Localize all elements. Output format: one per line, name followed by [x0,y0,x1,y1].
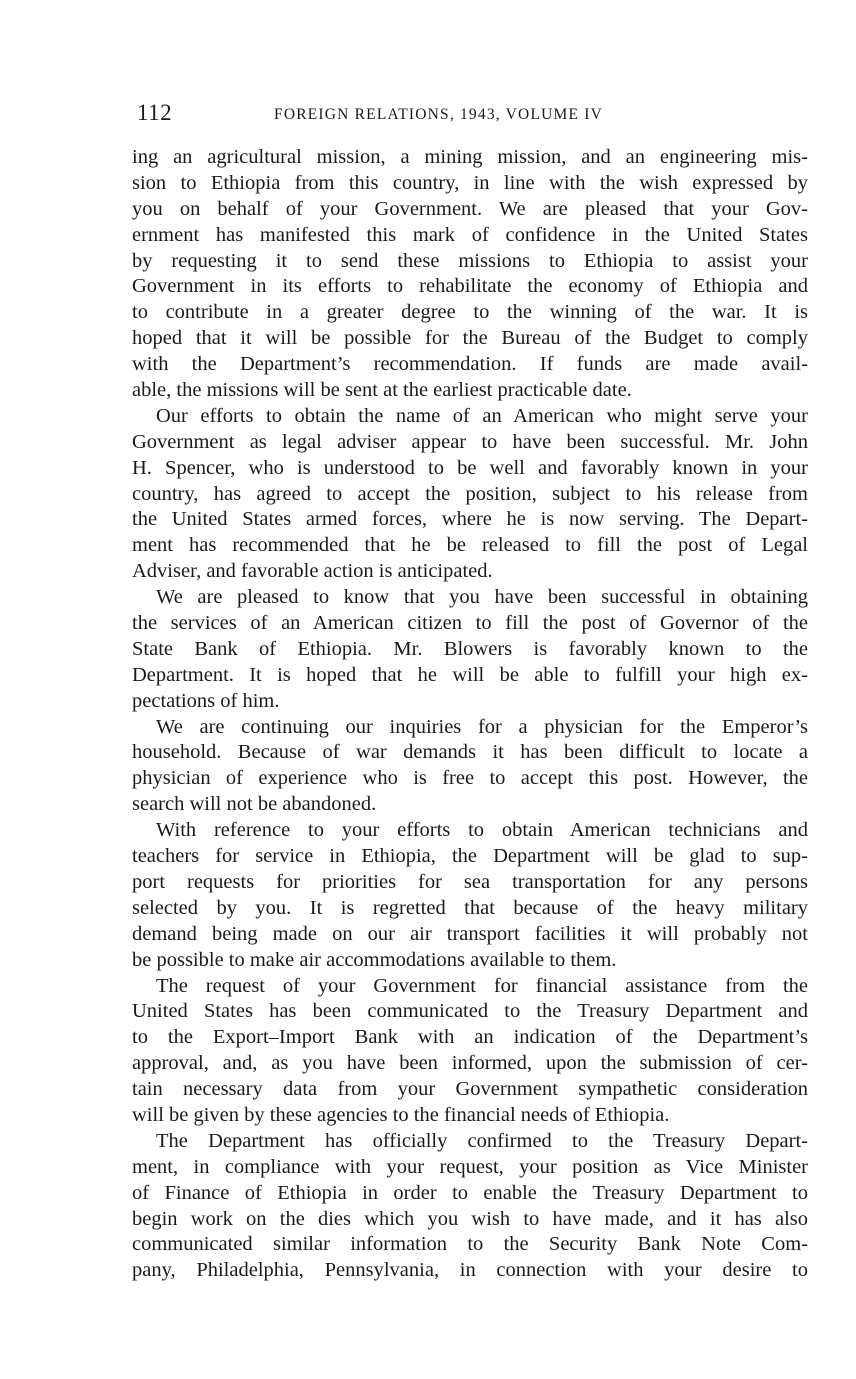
text-line: with the Department’s recommendation. If funds are made avail- [132,353,808,376]
text-line: With reference to your efforts to obtain American technicians and [156,819,808,842]
paragraph [132,818,808,973]
text-line: country, has agreed to accept the position, subject to his release from [132,482,808,505]
text-line: the services of an American citizen to fill the post of Governor of the [132,612,808,635]
text-line: port requests for priorities for sea transportation for any persons [132,870,808,893]
text-line: able, the missions will be sent at the earliest practicable date. [132,379,632,402]
text-line: ment, in compliance with your request, your position as Vice Minister [132,1155,808,1178]
paragraph [132,974,808,1129]
text-line: will be given by these agencies to the financial needs of Ethiopia. [132,1103,670,1126]
text-line: ment has recommended that he be released to fill the post of Legal [132,534,808,557]
text-line: pany, Philadelphia, Pennsylvania, in connection with your desire to [132,1259,808,1282]
page-number: 112 [137,100,173,125]
text-line: you on behalf of your Government. We are pleased that your Gov- [132,197,808,220]
text-line: United States has been communicated to the Treasury Department and [132,1000,808,1023]
text-line: of Finance of Ethiopia in order to enable the Treasury Department to [132,1181,808,1204]
text-line: approval, and, as you have been informed, upon the submission of cer- [132,1052,808,1075]
paragraph [132,715,808,819]
text-line: We are continuing our inquiries for a physician for the Emperor’s [156,715,808,738]
text-line: Adviser, and favorable action is anticipated. [132,560,493,583]
text-line: State Bank of Ethiopia. Mr. Blowers is favorably known to the [132,637,808,660]
text-line: household. Because of war demands it has been difficult to locate a [132,741,808,764]
text-line: selected by you. It is regretted that because of the heavy military [132,896,808,919]
text-line: Government in its efforts to rehabilitate the economy of Ethiopia and [132,275,808,298]
paragraph [132,145,808,404]
text-line: hoped that it will be possible for the Bureau of the Budget to comply [132,327,808,350]
paragraph [132,585,808,714]
text-line: Government as legal adviser appear to have been successful. Mr. John [132,430,808,453]
running-head [137,100,807,130]
text-line: tain necessary data from your Government sympathetic consideration [132,1078,808,1101]
body-text [132,145,808,1284]
text-line: the United States armed forces, where he is now serving. The Depart- [132,508,808,531]
text-line: sion to Ethiopia from this country, in line with the wish expressed by [132,171,808,194]
text-line: be possible to make air accommodations available to them. [132,948,617,971]
text-line: to contribute in a greater degree to the winning of the war. It is [132,301,808,324]
text-line: H. Spencer, who is understood to be well and favorably known in your [132,456,808,479]
paragraph [132,404,808,585]
text-line: demand being made on our air transport facilities it will probably not [132,922,808,945]
text-line: Our efforts to obtain the name of an American who might serve your [156,404,808,427]
text-line: pectations of him. [132,689,280,712]
text-line: search will not be abandoned. [132,793,377,816]
text-line: ernment has manifested this mark of confidence in the United States [132,223,808,246]
text-line: The Department has officially confirmed to the Treasury Depart- [156,1129,808,1152]
text-line: teachers for service in Ethiopia, the Department will be glad to sup- [132,845,808,868]
text-line: ing an agricultural mission, a mining mission, and an engineering mis- [132,146,808,168]
text-line: to the Export–Import Bank with an indication of the Department’s [132,1026,808,1049]
running-head-title: FOREIGN RELATIONS, 1943, VOLUME IV [274,106,603,123]
text-line: communicated similar information to the Security Bank Note Com- [132,1233,808,1256]
text-line: Department. It is hoped that he will be able to fulfill your high ex- [132,663,808,686]
text-line: physician of experience who is free to accept this post. However, the [132,767,808,790]
text-line: We are pleased to know that you have been successful in obtaining [156,586,808,609]
paragraph [132,1129,808,1284]
text-line: The request of your Government for financial assistance from the [156,974,808,997]
text-line: begin work on the dies which you wish to have made, and it has also [132,1207,808,1230]
text-line: by requesting it to send these missions to Ethiopia to assist your [132,249,808,272]
